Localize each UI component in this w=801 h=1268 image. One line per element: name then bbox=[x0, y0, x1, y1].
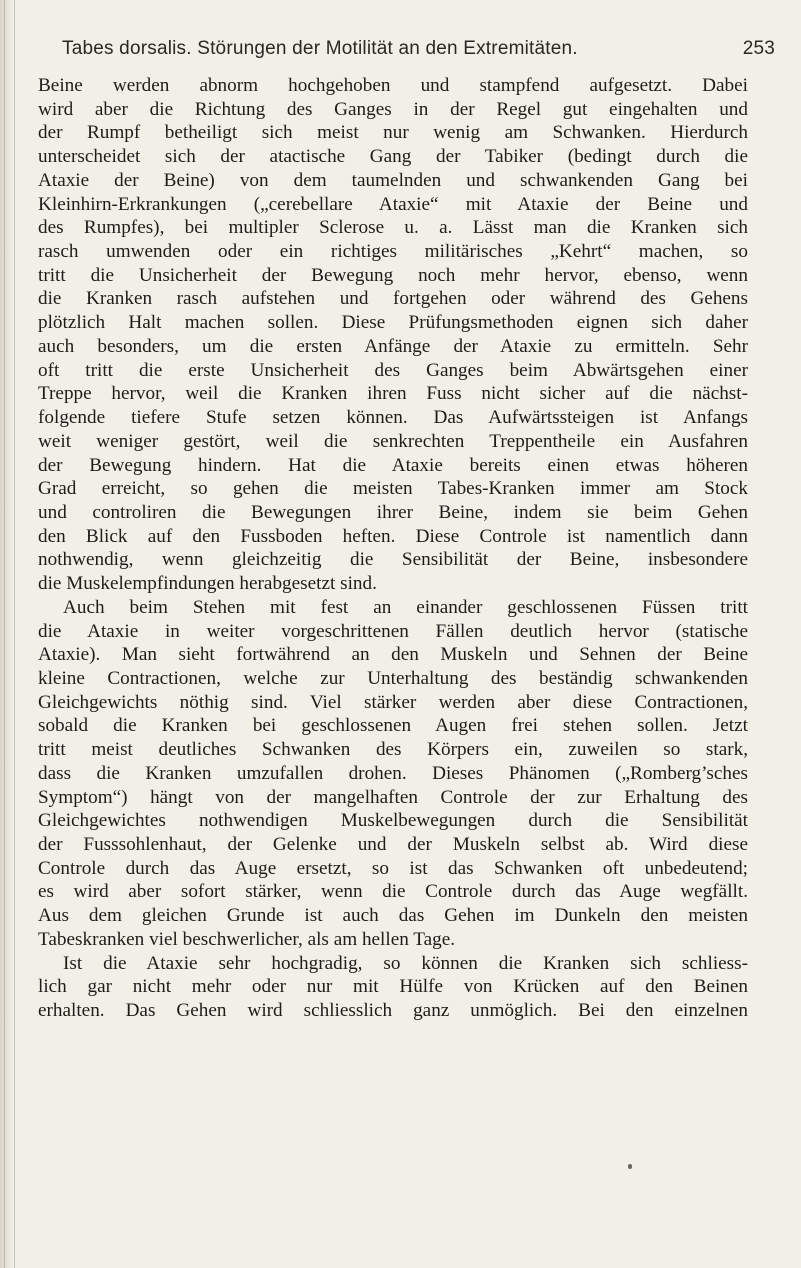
text-line: weit weniger gestört, weil die senkrechten Treppentheile ein Ausfahren bbox=[38, 430, 748, 452]
text-line: unterscheidet sich der atactische Gang der Tabiker (bedingt durch die bbox=[38, 146, 748, 168]
text-line: Ataxie). Man sieht fortwährend an den Muskeln und Sehnen der Beine bbox=[38, 644, 748, 666]
text-line: dass die Kranken umzufallen drohen. Dieses Phänomen („Romberg’sches bbox=[38, 762, 748, 784]
text-line: Gleichgewichtes nothwendigen Muskelbewegungen durch die Sensibilität bbox=[38, 810, 748, 832]
text-line: Ist die Ataxie sehr hochgradig, so können die Kranken sich schliess- bbox=[63, 952, 748, 974]
running-header bbox=[62, 38, 775, 68]
text-line: erhalten. Das Gehen wird schliesslich ganz unmöglich. Bei den einzelnen bbox=[38, 1000, 748, 1022]
text-line: Grad erreicht, so gehen die meisten Tabes-Kranken immer am Stock bbox=[38, 478, 748, 500]
book-spine-edge bbox=[0, 0, 15, 1268]
text-line: oft tritt die erste Unsicherheit des Ganges beim Abwärtsgehen einer bbox=[38, 359, 748, 381]
text-line: der Fusssohlenhaut, der Gelenke und der Muskeln selbst ab. Wird diese bbox=[38, 834, 748, 855]
text-line: den Blick auf den Fussboden heften. Diese Controle ist namentlich dann bbox=[38, 525, 748, 547]
text-line: kleine Contractionen, welche zur Unterhaltung des beständig schwankenden bbox=[38, 667, 748, 689]
text-line: des Rumpfes), bei multipler Sclerose u. a. Lässt man die Kranken sich bbox=[38, 217, 748, 239]
text-line: die Kranken rasch aufstehen und fortgehen oder während des Gehens bbox=[38, 288, 748, 310]
text-line: plötzlich Halt machen sollen. Diese Prüfungsmethoden eignen sich daher bbox=[38, 312, 748, 334]
text-line: tritt die Unsicherheit der Bewegung noch mehr hervor, ebenso, wenn bbox=[38, 264, 748, 286]
text-line: lich gar nicht mehr oder nur mit Hülfe von Krücken auf den Beinen bbox=[38, 976, 748, 998]
text-line: sobald die Kranken bei geschlossenen Augen frei stehen sollen. Jetzt bbox=[38, 715, 748, 737]
text-line: tritt meist deutliches Schwanken des Körpers ein, zuweilen so stark, bbox=[38, 739, 748, 761]
text-line: Gleichgewichts nöthig sind. Viel stärker werden aber diese Contractionen, bbox=[38, 691, 748, 713]
text-line: die Muskelempfindungen herabgesetzt sind. bbox=[38, 573, 377, 595]
text-line: wird aber die Richtung des Ganges in der Regel gut eingehalten und bbox=[38, 98, 748, 120]
running-title: Tabes dorsalis. Störungen der Motilität an den Extremitäten. bbox=[62, 38, 578, 59]
text-line: Controle durch das Auge ersetzt, so ist das Schwanken oft unbedeutend; bbox=[38, 857, 748, 879]
text-line: der Bewegung hindern. Hat die Ataxie bereits einen etwas höheren bbox=[38, 454, 748, 476]
body-text bbox=[38, 74, 748, 1023]
text-line: Beine werden abnorm hochgehoben und stampfend aufgesetzt. Dabei bbox=[38, 75, 748, 96]
text-line: Tabeskranken viel beschwerlicher, als am hellen Tage. bbox=[38, 928, 456, 950]
stray-ink-dot bbox=[628, 1164, 632, 1169]
text-line: nothwendig, wenn gleichzeitig die Sensibilität der Beine, insbesondere bbox=[38, 549, 748, 571]
text-line: Ataxie der Beine) von dem taumelnden und schwankenden Gang bei bbox=[38, 169, 748, 191]
text-line: die Ataxie in weiter vorgeschrittenen Fällen deutlich hervor (statische bbox=[38, 620, 748, 642]
text-line: Auch beim Stehen mit fest an einander geschlossenen Füssen tritt bbox=[63, 596, 748, 618]
text-line: und controliren die Bewegungen ihrer Beine, indem sie beim Gehen bbox=[38, 501, 748, 523]
text-line: Aus dem gleichen Grunde ist auch das Gehen im Dunkeln den meisten bbox=[38, 905, 748, 927]
text-line: rasch umwenden oder ein richtiges militärisches „Kehrt“ machen, so bbox=[38, 241, 748, 263]
text-line: folgende tiefere Stufe setzen können. Das Aufwärtssteigen ist Anfangs bbox=[38, 407, 748, 429]
text-line: Symptom“) hängt von der mangelhaften Controle der zur Erhaltung des bbox=[38, 786, 748, 808]
text-line: Kleinhirn-Erkrankungen („cerebellare Ataxie“ mit Ataxie der Beine und bbox=[38, 193, 748, 215]
text-line: auch besonders, um die ersten Anfänge der Ataxie zu ermitteln. Sehr bbox=[38, 335, 748, 357]
text-line: es wird aber sofort stärker, wenn die Controle durch das Auge wegfällt. bbox=[38, 881, 748, 903]
page-number: 253 bbox=[742, 38, 775, 59]
text-line: Treppe hervor, weil die Kranken ihren Fuss nicht sicher auf die nächst- bbox=[38, 383, 748, 405]
text-line: der Rumpf betheiligt sich meist nur wenig am Schwanken. Hierdurch bbox=[38, 122, 748, 144]
